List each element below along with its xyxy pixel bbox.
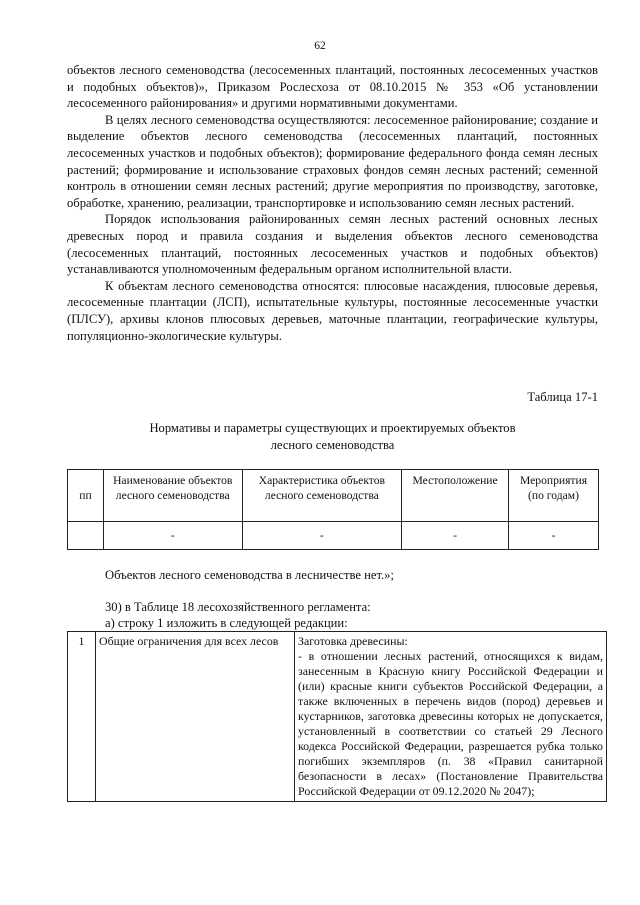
table-cell: -	[242, 522, 402, 550]
table-cell	[68, 522, 104, 550]
item-30-line1: 30) в Таблице 18 лесохозяйственного регламента:	[105, 600, 371, 614]
restriction-name: Общие ограничения для всех лесов	[96, 632, 295, 802]
table-cell: -	[509, 522, 599, 550]
table-cell: -	[402, 522, 509, 550]
table-18-row-1	[67, 631, 607, 802]
item-30-line2: а) строку 1 изложить в следующей редакции:	[105, 616, 348, 630]
header-cell-name: Наименование объектов лесного семеноводства	[103, 470, 242, 522]
paragraph-seed-activities: В целях лесного семеноводства осуществляются: лесосеменное районирование; создание и выделение объектов лесного семеноводства (лесосеменных плантаций, постоянных лесосеменных участков и подобных объектов); формирование федерального фонда семян лесных растений; формирование и использование страховых фондов семян лесных растений; семенной контроль в отношении семян лесных растений; другие мероприятия по производству, заготовке, обработке, хранению, реализации, транспортировке и использованию семян лесных растений.	[67, 112, 598, 210]
header-cell-measures: Мероприятия (по годам)	[509, 470, 599, 522]
item-30	[105, 599, 371, 631]
table-17-1	[67, 469, 599, 550]
table-17-1-title-line1: Нормативы и параметры существующих и проектируемых объектов	[149, 421, 516, 435]
table-17-1-caption	[67, 420, 598, 454]
header-cell-location: Местоположение	[402, 470, 509, 522]
page-number: 62	[314, 40, 326, 52]
header-cell-pp: пп	[68, 470, 104, 522]
restriction-description	[295, 632, 607, 802]
no-seed-objects-note: Объектов лесного семеноводства в лесничестве нет.»;	[105, 568, 394, 582]
description-body: - в отношении лесных растений, относящихся к видам, занесенным в Красную книгу Российской Федерации и (или) красные книги субъектов Российской Федерации, а также включенных в перечень видов (пород) деревьев и кустарников, заготовка древесины которых не допускается, установленный в соответствии со статьей 29 Лесного кодекса Российской Федерации, разрешается рубка только погибших экземпляров (п. 38 «Правил санитарной безопасности в лесах» (Постановление Правительства Российской Федерации от 09.12.2020 № 2047);	[298, 649, 603, 798]
body-text	[67, 62, 598, 344]
description-title: Заготовка древесины:	[298, 634, 408, 648]
table-header-row	[68, 470, 599, 522]
paragraph-seed-usage-order: Порядок использования районированных семян лесных растений основных лесных древесных пород и правила создания и выделения объектов лесного семеноводства (лесосеменных плантаций, постоянных лесосеменных участков и подобных объектов) устанавливаются уполномоченным федеральным органом исполнительной власти.	[67, 212, 598, 277]
table-row	[68, 632, 607, 802]
table-17-1-label: Таблица 17-1	[527, 390, 598, 404]
paragraph-seed-objects: К объектам лесного семеноводства относятся: плюсовые насаждения, плюсовые деревья, лесосеменные плантации (ЛСП), испытательные культуры, постоянные лесосеменные участки (ПЛСУ), архивы клонов плюсовых деревьев, маточные плантации, географические культуры, популяционно-экологические культуры.	[67, 278, 598, 343]
table-17-1-title-line2: лесного семеноводства	[270, 438, 395, 452]
table-row	[68, 522, 599, 550]
paragraph-continuation: объектов лесного семеноводства (лесосеменных плантаций, постоянных лесосеменных участков и подобных объектов)», Приказом Рослесхоза от 08.10.2015 № 353 «Об установлении лесосеменного районирования» и другими нормативными документами.	[67, 63, 598, 111]
table-cell: -	[103, 522, 242, 550]
row-number: 1	[68, 632, 96, 802]
header-cell-characteristic: Характеристика объектов лесного семеноводства	[242, 470, 402, 522]
